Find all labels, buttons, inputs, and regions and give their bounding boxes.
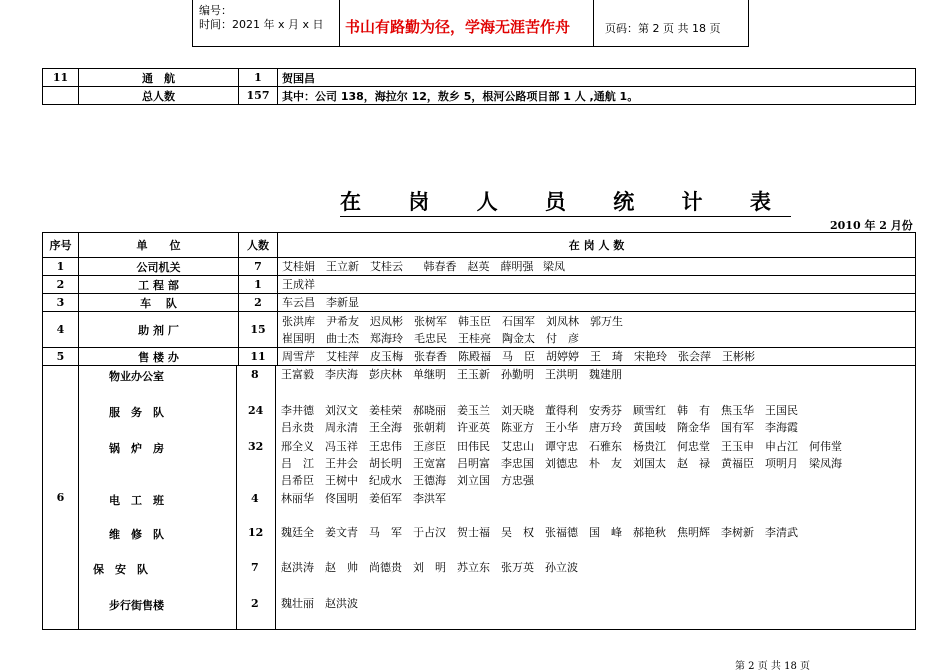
sub-count: 8 [251, 368, 259, 381]
names-line: 赵洪涛 赵 帅 尚德贵 刘 明 苏立东 张万英 孙立波 [281, 561, 578, 574]
row-unit: 通 航 [79, 69, 239, 87]
header-motto-cell [339, 0, 594, 46]
header-unit: 单 位 [79, 233, 239, 258]
sub-unit: 物业办公室 [109, 370, 164, 383]
names-line: 李井德 刘汉文 姜桂荣 郝晓丽 姜玉兰 刘天晓 董得利 安秀芬 顾雪红 韩 有 焦玉华 王国民 [281, 404, 798, 417]
header-no: 序号 [43, 233, 79, 258]
table-row [43, 87, 916, 105]
sub-unit: 步行街售楼 [109, 599, 164, 612]
header-count: 人数 [239, 233, 278, 258]
sub-count: 32 [248, 440, 264, 453]
row-unit: 工 程 部 [79, 276, 239, 294]
row-count: 7 [239, 258, 278, 276]
sub-count: 4 [251, 492, 259, 505]
names-line: 周雪芹 艾桂萍 皮玉梅 张春香 陈殿福 马 臣 胡婷婷 王 琦 宋艳玲 张会萍 王彬彬 [282, 350, 755, 363]
row-count: 157 [239, 87, 278, 105]
sub-names [281, 559, 578, 576]
header-names: 在 岗 人 数 [278, 233, 916, 258]
names-line: 吕希臣 王树中 纪成水 王德海 刘立国 方忠强 [281, 474, 534, 487]
row-unit: 总人数 [79, 87, 239, 105]
sub-names [281, 402, 798, 436]
table-row [43, 276, 916, 294]
table-row [43, 294, 916, 312]
table-header-row [43, 233, 916, 258]
row-count: 1 [239, 276, 278, 294]
doc-number-label: 编号： [199, 4, 232, 17]
page-header [192, 0, 749, 47]
sub-names [281, 366, 622, 383]
row-names [278, 276, 916, 294]
sub-names [281, 438, 842, 489]
staff-table [42, 232, 916, 630]
page-title: 在 岗 人 员 统 计 表 [340, 186, 791, 217]
row-no: 2 [43, 276, 79, 294]
names-line: 崔国明 曲士杰 郑海玲 毛忠民 王桂亮 陶金太 付 彦 [282, 331, 579, 345]
names-line: 王富毅 李庆海 彭庆林 单继明 王玉新 孙勤明 王洪明 魏建朋 [281, 368, 622, 381]
date-label: 2010 年 2 月份 [830, 219, 913, 232]
motto-text: 书山有路勤为径，学海无涯苦作舟 [345, 18, 571, 36]
row-no: 11 [43, 69, 79, 87]
row-names [278, 258, 916, 276]
sub-count: 2 [251, 597, 259, 610]
row-no: 6 [43, 366, 79, 630]
names-line: 魏壮丽 赵洪波 [281, 597, 358, 610]
row-unit: 车 队 [79, 294, 239, 312]
sub-count: 24 [248, 404, 264, 417]
sub-unit: 锅 炉 房 [109, 442, 164, 455]
sub-unit: 保 安 队 [93, 563, 148, 576]
page-number-label: 页码：第 2 页 共 18 页 [605, 22, 721, 35]
sub-unit: 服 务 队 [109, 406, 164, 419]
row-unit: 助 剂 厂 [79, 312, 239, 348]
row-unit: 公司机关 [79, 258, 239, 276]
time-label: 时间：2021 年 x 月 x 日 [199, 18, 324, 31]
row-no [43, 87, 79, 105]
row-names [278, 312, 916, 348]
row-count: 1 [239, 69, 278, 87]
names-line: 张洪库 尹希友 迟凤彬 张树军 韩玉臣 石国军 刘凤林 郭万生 [282, 314, 623, 328]
names-line: 吕 江 王井会 胡长明 王宽富 吕明富 李忠国 刘德忠 朴 友 刘国太 赵 禄 黄福臣 项明月 梁凤海 [281, 457, 842, 470]
row-count: 11 [239, 348, 278, 366]
header-info-cell [193, 0, 340, 46]
row-count: 2 [239, 294, 278, 312]
sub-unit: 电 工 班 [109, 494, 164, 507]
row-names: 其中：公司 138，海拉尔 12，敖乡 5，根河公路项目部 1 人 ,通航 1。 [278, 87, 916, 105]
names-line: 林丽华 佟国明 姜佰军 李洪军 [281, 492, 446, 505]
row-unit: 售 楼 办 [79, 348, 239, 366]
names-line: 艾桂娟 王立新 艾桂云 韩春香 赵英 薛明强 梁凤 [282, 260, 565, 273]
names-line: 魏廷全 姜文青 马 军 于占汉 贺士福 吴 权 张福德 国 峰 郝艳秋 焦明辉 李树新 李清武 [281, 526, 798, 539]
names-line: 邢全义 冯玉祥 王忠伟 王彦臣 田伟民 艾忠山 谭守忠 石雅东 杨贵江 何忠堂 王玉申 申占江 何伟堂 [281, 440, 842, 453]
sub-names [281, 595, 358, 612]
row-names: 贺国昌 [278, 69, 916, 87]
row-no: 4 [43, 312, 79, 348]
sub-unit: 维 修 队 [109, 528, 164, 541]
table-row [43, 312, 916, 348]
row-count: 15 [239, 312, 278, 348]
row-no: 5 [43, 348, 79, 366]
names-line: 吕永贵 周永清 王全海 张朝莉 许亚英 陈亚方 王小华 唐万玲 黄国岐 隋金华 国有军 李海霞 [281, 421, 798, 434]
row-no: 3 [43, 294, 79, 312]
sub-count: 12 [248, 526, 264, 539]
sub-names [281, 490, 446, 507]
row-names [278, 348, 916, 366]
names-line: 车云昌 李新显 [282, 296, 359, 309]
sub-names [281, 524, 798, 541]
table-row [43, 258, 916, 276]
group-6-cell [79, 366, 916, 630]
table-row [43, 348, 916, 366]
page-footer: 第 2 页 共 18 页 [735, 661, 810, 672]
names-line: 王成祥 [282, 278, 315, 291]
table-row [43, 69, 916, 87]
row-names [278, 294, 916, 312]
sub-count: 7 [251, 561, 259, 574]
row-no: 1 [43, 258, 79, 276]
top-table [42, 68, 916, 105]
table-row-group-6 [43, 366, 916, 630]
